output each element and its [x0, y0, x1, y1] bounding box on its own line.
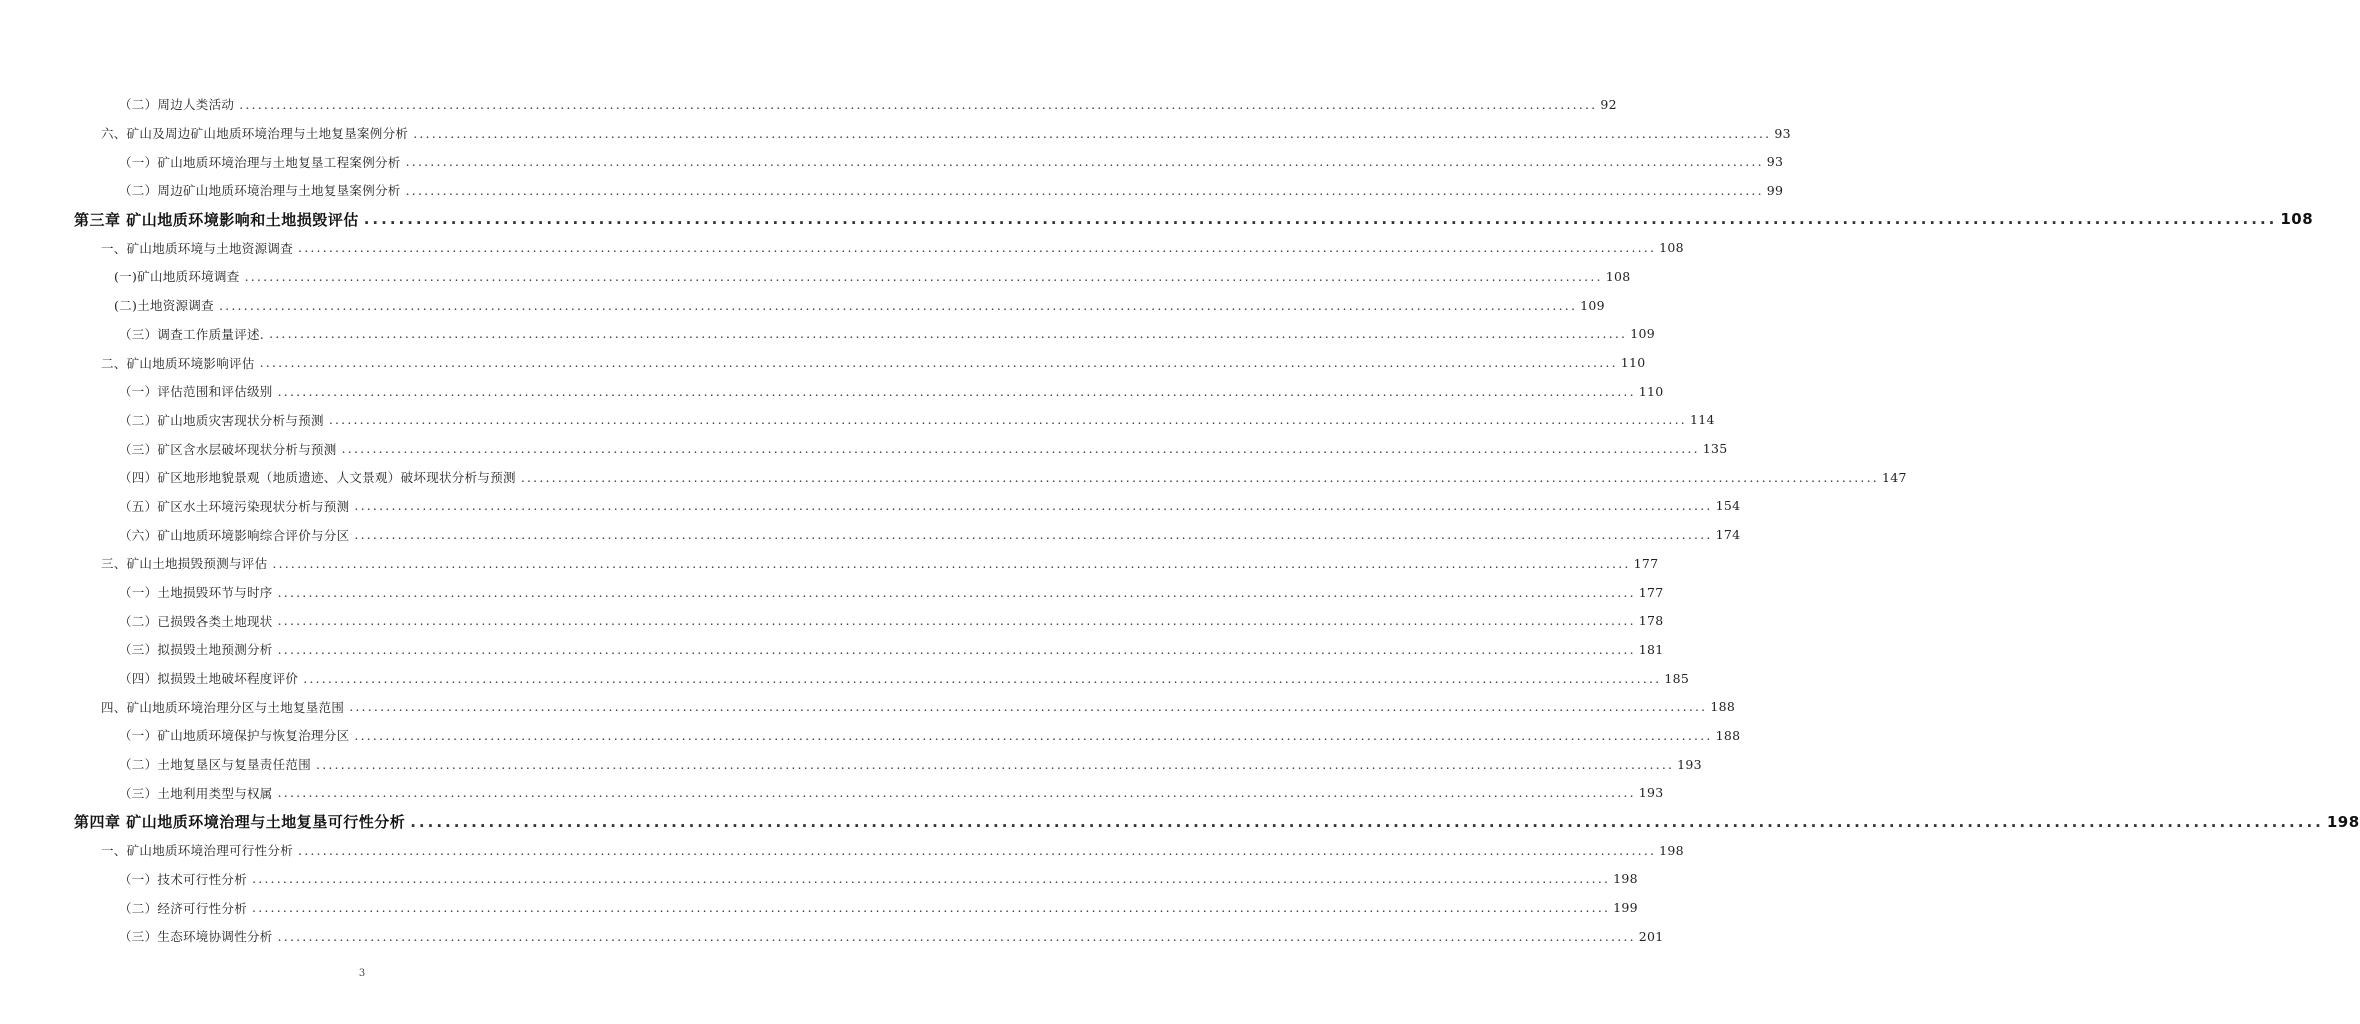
toc-entry[interactable] [0, 750, 1702, 779]
toc-entry[interactable] [0, 893, 1638, 922]
toc-dot-leader: ............................................................................................................................................................................................................................ [252, 871, 1611, 887]
toc-chapter-entry[interactable] [0, 807, 2360, 836]
toc-dot-leader: ............................................................................................................................................................................................................................ [298, 240, 1657, 256]
toc-entry[interactable] [0, 578, 1664, 607]
toc-dot-leader: ............................................................................................................................................................................................................................ [272, 555, 1631, 571]
toc-entry-title: （三）土地利用类型与权属 [119, 785, 273, 801]
toc-dot-leader: ............................................................................................................................................................................................................................ [259, 355, 1618, 371]
toc-entry-title: （二）已损毁各类土地现状 [119, 613, 273, 629]
toc-dot-leader: ............................................................................................................................................................................................................................ [218, 297, 1578, 313]
toc-entry[interactable] [0, 692, 1736, 721]
toc-entry-page: 108 [1605, 268, 1631, 284]
toc-entry-page: 174 [1715, 527, 1741, 543]
toc-entry-title: （五）矿区水土环境污染现状分析与预测 [119, 498, 350, 514]
toc-entry[interactable] [0, 606, 1664, 635]
toc-entry-title: （三）矿区含水层破坏现状分析与预测 [119, 441, 337, 457]
toc-entry-title: 一、矿山地质环境治理可行性分析 [101, 843, 294, 859]
toc-entry-title: 六、矿山及周边矿山地质环境治理与土地复垦案例分析 [101, 126, 409, 142]
toc-dot-leader: ............................................................................................................................................................................................................................ [239, 96, 1598, 112]
toc-dot-leader: ............................................................................................................................................................................................................................ [277, 928, 1636, 944]
toc-dot-leader: ............................................................................................................................................................................................................................ [316, 756, 1675, 772]
toc-dot-leader: ............................................................................................................................................................................................................................ [520, 469, 1879, 485]
toc-entry-page: 201 [1638, 928, 1664, 944]
toc-dot-leader: ............................................................................................................................................................................................................................ [298, 842, 1657, 858]
toc-entry-title: 第三章 矿山地质环境影响和土地损毁评估 [74, 210, 359, 229]
toc-entry-page: 185 [1664, 670, 1690, 686]
toc-entry-page: 188 [1710, 699, 1736, 715]
toc-entry-title: （一）矿山地质环境治理与土地复垦工程案例分析 [119, 154, 401, 170]
toc-entry-title: （二）经济可行性分析 [119, 900, 248, 916]
toc-dot-leader: ............................................................................................................................................................................................................................ [413, 125, 1772, 141]
toc-entry-title: （四）拟损毁土地破坏程度评价 [119, 671, 299, 687]
toc-entry-title: 二、矿山地质环境影响评估 [101, 355, 255, 371]
toc-dot-leader: ............................................................................................................................................................................................................................ [244, 268, 1603, 284]
toc-entry[interactable] [0, 147, 1784, 176]
page-number: 3 [358, 968, 366, 979]
toc-dot-leader: ............................................................................................................................................................................................................................ [328, 412, 1687, 428]
toc-dot-leader: ............................................................................................................................................................................................................................ [303, 670, 1662, 686]
toc-entry-title: （一）土地损毁环节与时序 [119, 585, 273, 601]
toc-dot-leader: ............................................................................................................................................................................................................................ [269, 326, 1628, 342]
toc-entry-page: 108 [1659, 240, 1684, 256]
toc-dot-leader: ............................................................................................................................................................................................................................ [277, 613, 1636, 629]
toc-entry[interactable] [0, 348, 1646, 377]
toc-entry-title: （三）生态环境协调性分析 [119, 929, 273, 945]
toc-entry-page: 93 [1766, 154, 1784, 170]
toc-entry[interactable] [0, 922, 1664, 951]
toc-dot-leader: ............................................................................................................................................................................................................................ [410, 812, 2324, 831]
toc-entry-title: 一、矿山地质环境与土地资源调查 [101, 240, 294, 256]
toc-entry-page: 135 [1702, 441, 1728, 457]
toc-entry-page: 108 [2280, 210, 2314, 229]
toc-entry-title: （三）调查工作质量评述. [119, 326, 265, 342]
toc-entry[interactable] [0, 233, 1684, 262]
toc-entry-page: 193 [1638, 785, 1664, 801]
toc-dot-leader: ............................................................................................................................................................................................................................ [341, 441, 1700, 457]
toc-entry-title: （二）周边人类活动 [119, 97, 235, 113]
toc-entry-page: 114 [1689, 412, 1715, 428]
toc-entry-title: 三、矿山土地损毁预测与评估 [101, 556, 268, 572]
toc-entry-page: 178 [1638, 613, 1664, 629]
toc-entry[interactable] [0, 549, 1659, 578]
toc-entry-page: 110 [1620, 355, 1646, 371]
toc-dot-leader: ............................................................................................................................................................................................................................ [363, 210, 2278, 229]
toc-dot-leader: ............................................................................................................................................................................................................................ [405, 182, 1764, 198]
toc-entry-page: 109 [1630, 326, 1655, 342]
toc-entry[interactable] [0, 779, 1664, 808]
toc-entry[interactable] [0, 90, 1617, 119]
toc-entry-title: (二)土地资源调查 [114, 298, 214, 314]
toc-entry-page: 147 [1881, 469, 1907, 485]
toc-entry-title: (一)矿山地质环境调查 [114, 269, 240, 285]
toc-entry[interactable] [0, 291, 1605, 320]
toc-entry-page: 93 [1774, 125, 1791, 141]
toc-entry-page: 177 [1638, 584, 1664, 600]
toc-dot-leader: ............................................................................................................................................................................................................................ [405, 154, 1764, 170]
toc-entry-title: （一）矿山地质环境保护与恢复治理分区 [119, 728, 350, 744]
toc-entry[interactable] [0, 434, 1728, 463]
toc-entry[interactable] [0, 377, 1664, 406]
toc-dot-leader: ............................................................................................................................................................................................................................ [354, 727, 1713, 743]
toc-entry[interactable] [0, 721, 1741, 750]
toc-dot-leader: ............................................................................................................................................................................................................................ [354, 498, 1713, 514]
toc-entry-title: （二）土地复垦区与复垦责任范围 [119, 757, 312, 773]
toc-entry[interactable] [0, 176, 1784, 205]
toc-dot-leader: ............................................................................................................................................................................................................................ [277, 383, 1636, 399]
toc-entry-page: 188 [1715, 727, 1741, 743]
toc-entry-page: 99 [1766, 182, 1784, 198]
toc-entry-title: （一）评估范围和评估级别 [119, 384, 273, 400]
toc-entry[interactable] [0, 119, 1791, 148]
toc-entry-page: 110 [1638, 383, 1664, 399]
toc-entry-page: 199 [1613, 900, 1638, 916]
toc-chapter-entry[interactable] [0, 205, 2314, 234]
toc-entry-page: 198 [1613, 871, 1638, 887]
toc-entry-title: （四）矿区地形地貌景观（地质遗迹、人文景观）破坏现状分析与预测 [119, 470, 516, 486]
toc-dot-leader: ............................................................................................................................................................................................................................ [252, 900, 1611, 916]
toc-entry[interactable] [0, 520, 1741, 549]
table-of-contents [0, 90, 2360, 951]
toc-entry-title: （六）矿山地质环境影响综合评价与分区 [119, 527, 350, 543]
toc-entry-page: 198 [2326, 812, 2360, 831]
toc-entry-page: 181 [1638, 641, 1664, 657]
toc-entry-title: 四、矿山地质环境治理分区与土地复垦范围 [101, 699, 345, 715]
toc-entry-page: 198 [1659, 842, 1684, 858]
toc-entry[interactable] [0, 320, 1655, 349]
toc-entry-page: 177 [1633, 555, 1659, 571]
toc-dot-leader: ............................................................................................................................................................................................................................ [354, 527, 1713, 543]
toc-entry-page: 154 [1715, 498, 1741, 514]
toc-entry[interactable] [0, 836, 1684, 865]
toc-dot-leader: ............................................................................................................................................................................................................................ [277, 785, 1636, 801]
toc-dot-leader: ............................................................................................................................................................................................................................ [349, 699, 1708, 715]
toc-entry-title: （一）技术可行性分析 [119, 871, 248, 887]
toc-entry[interactable] [0, 262, 1631, 291]
toc-entry[interactable] [0, 664, 1690, 693]
toc-entry-page: 92 [1600, 96, 1617, 112]
toc-entry-title: （二）周边矿山地质环境治理与土地复垦案例分析 [119, 183, 401, 199]
toc-entry-title: 第四章 矿山地质环境治理与土地复垦可行性分析 [74, 813, 406, 832]
toc-dot-leader: ............................................................................................................................................................................................................................ [277, 641, 1636, 657]
toc-entry[interactable] [0, 635, 1664, 664]
toc-entry-title: （三）拟损毁土地预测分析 [119, 642, 273, 658]
toc-entry-page: 193 [1677, 756, 1702, 772]
toc-entry[interactable] [0, 406, 1715, 435]
toc-entry[interactable] [0, 865, 1638, 894]
toc-dot-leader: ............................................................................................................................................................................................................................ [277, 584, 1636, 600]
toc-entry-page: 109 [1580, 297, 1605, 313]
toc-entry[interactable] [0, 492, 1741, 521]
toc-entry-title: （二）矿山地质灾害现状分析与预测 [119, 412, 324, 428]
toc-entry[interactable] [0, 463, 1907, 492]
